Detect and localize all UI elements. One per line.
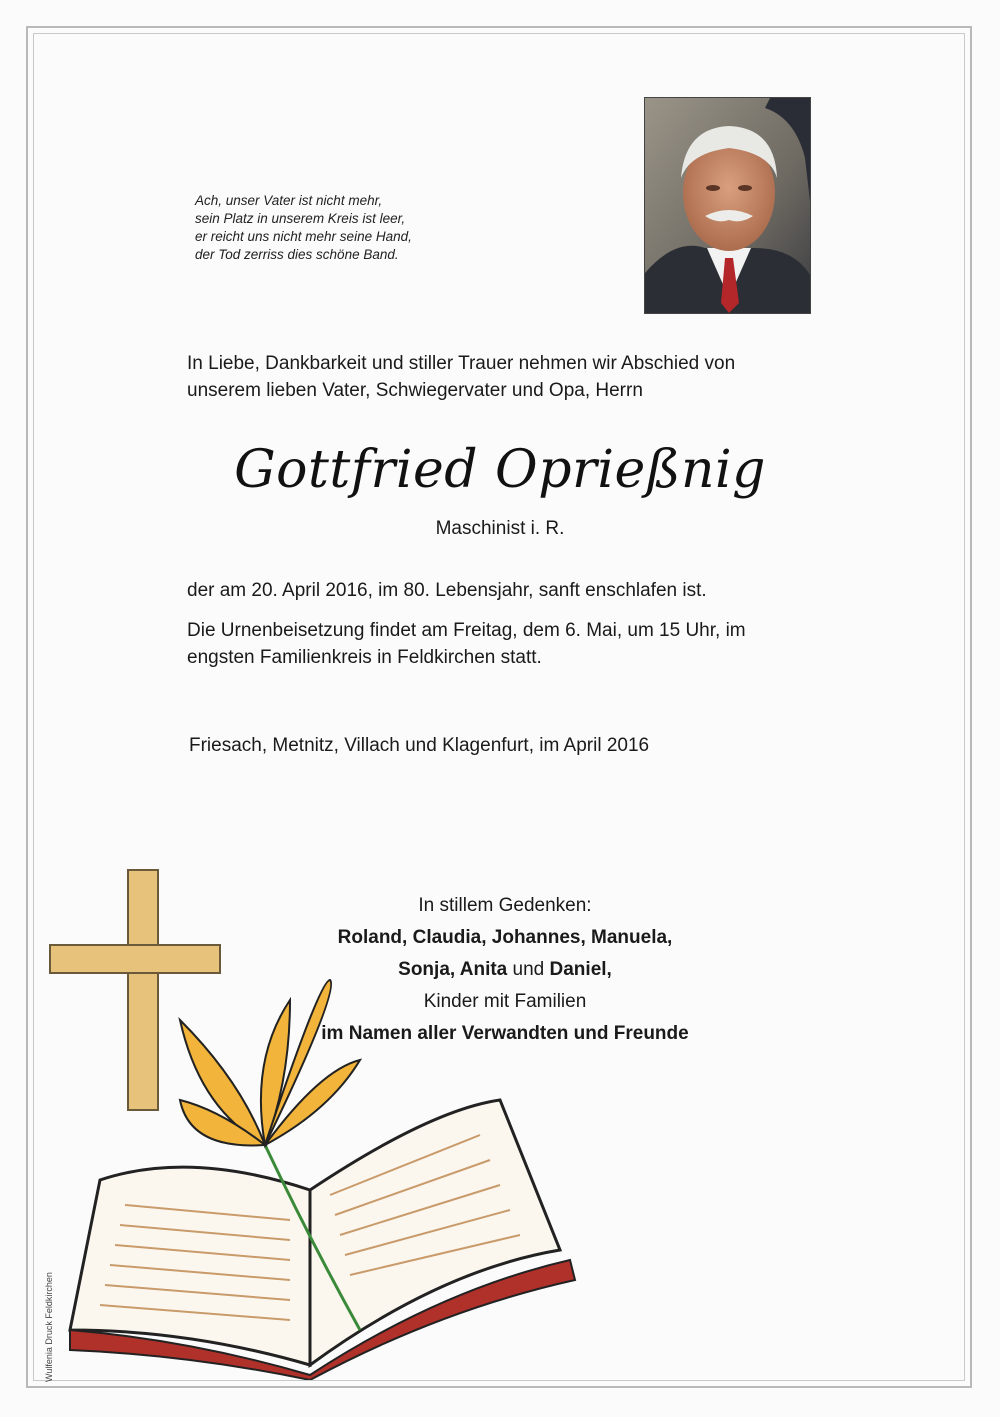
intro-line: unserem lieben Vater, Schwiegervater und Opa, Herrn <box>187 380 643 401</box>
mourners-relatives: im Namen aller Verwandten und Freunde <box>321 1023 689 1044</box>
poem-line: sein Platz in unserem Kreis ist leer, <box>195 211 406 226</box>
deceased-name: Gottfried Oprießnig <box>234 440 766 500</box>
poem-line: der Tod zerriss dies schöne Band. <box>195 247 399 262</box>
burial-line: Die Urnenbeisetzung findet am Freitag, dem 6. Mai, um 15 Uhr, im <box>187 620 746 641</box>
poem-line: er reicht uns nicht mehr seine Hand, <box>195 229 412 244</box>
mourners-block <box>230 890 780 1050</box>
portrait-image <box>645 98 811 314</box>
deceased-title: Maschinist i. R. <box>435 518 565 539</box>
mourners-names-a: Sonja, Anita <box>398 959 508 980</box>
burial-line: engsten Familienkreis in Feldkirchen statt. <box>187 647 542 668</box>
mourners-children: Kinder mit Familien <box>423 991 587 1012</box>
poem <box>195 192 495 264</box>
printer-credit: Wulfenia Druck Feldkirchen <box>44 1272 54 1382</box>
cross-icon <box>50 870 220 1110</box>
burial-notice <box>187 617 807 671</box>
mourners-names-b: Daniel, <box>549 959 612 980</box>
open-book-icon <box>70 1100 575 1380</box>
intro-line: In Liebe, Dankbarkeit und stiller Trauer nehmen wir Abschied von <box>187 353 736 374</box>
portrait-photo <box>644 97 811 314</box>
mourners-names-line2 <box>230 954 780 986</box>
intro-text <box>187 350 807 404</box>
mourners-names-line1: Roland, Claudia, Johannes, Manuela, <box>337 927 673 948</box>
death-notice: der am 20. April 2016, im 80. Lebensjahr, sanft enschlafen ist. <box>187 580 707 601</box>
place-date: Friesach, Metnitz, Villach und Klagenfurt, im April 2016 <box>189 735 650 756</box>
mourners-heading: In stillem Gedenken: <box>418 895 592 916</box>
poem-line: Ach, unser Vater ist nicht mehr, <box>195 193 383 208</box>
mourners-und: und <box>507 959 550 980</box>
